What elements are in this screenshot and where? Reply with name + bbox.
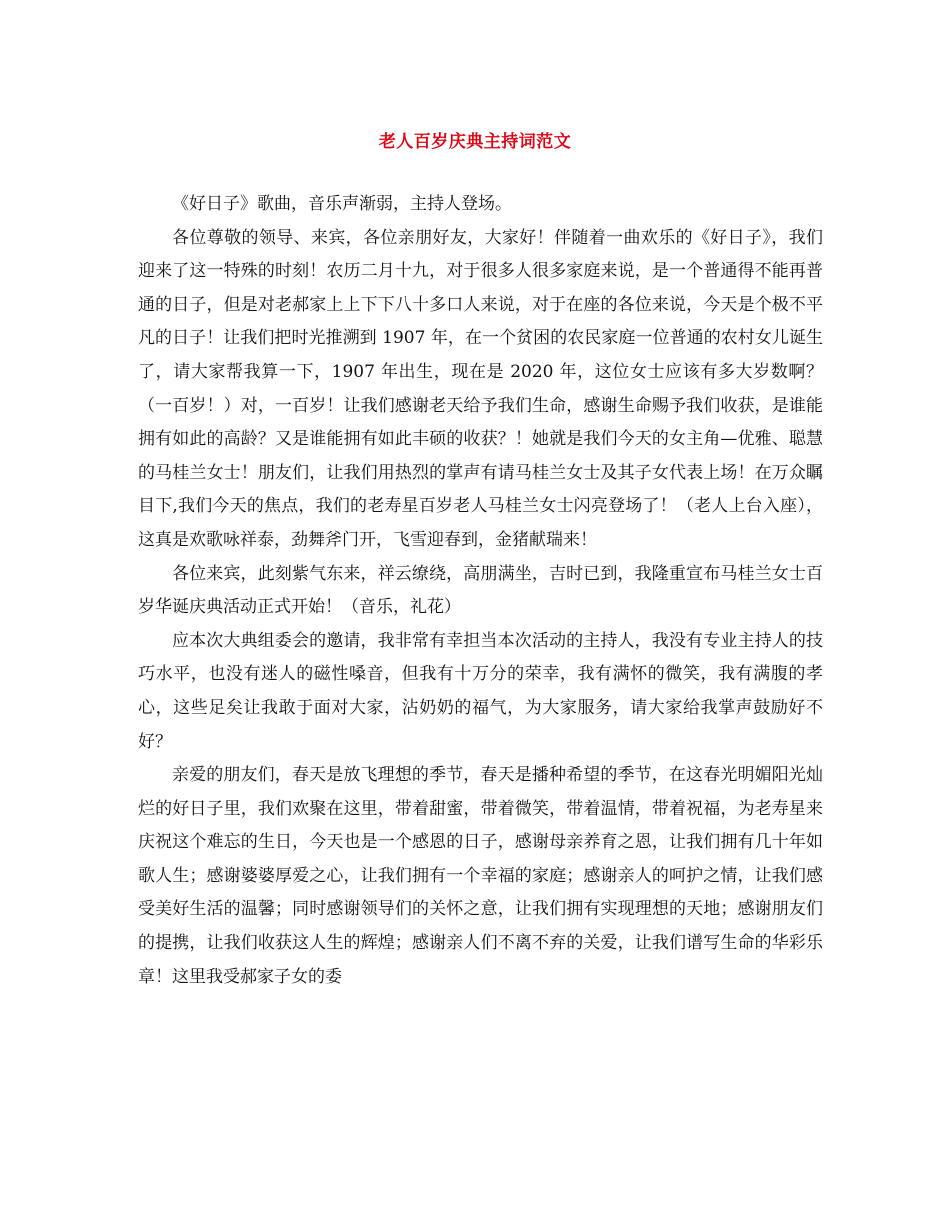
paragraph: 亲爱的朋友们，春天是放飞理想的季节，春天是播种希望的季节，在这春光明媚阳光灿烂的好日子里，我们欢聚在这里，带着甜蜜，带着微笑，带着温情，带着祝福，为老寿星来庆祝这个难忘的生日，今天也是一个感恩的日子，感谢母亲养育之恩，让我们拥有几十年如歌人生；感谢婆婆厚爱之心，让我们拥有一个幸福的家庭；感谢亲人的呵护之情，让我们感受美好生活的温馨；同时感谢领导们的关怀之意，让我们拥有实现理想的天地；感谢朋友们的提携，让我们收获这人生的辉煌；感谢亲人们不离不弃的关爱，让我们谱写生命的华彩乐章！这里我受郝家子女的委: [138, 765, 823, 987]
paragraph: 各位来宾，此刻紫气东来，祥云缭绕，高朋满坐，吉时已到，我隆重宣布马桂兰女士百岁华诞庆典活动正式开始！（音乐，礼花）: [138, 563, 823, 618]
document-body: [138, 188, 823, 994]
paragraph: 应本次大典组委会的邀请，我非常有幸担当本次活动的主持人，我没有专业主持人的技巧水平，也没有迷人的磁性嗓音，但我有十万分的荣幸，我有满怀的微笑，我有满腹的孝心，这些足矣让我敢于面对大家，沾奶奶的福气，为大家服务，请大家给我掌声鼓励好不好？: [138, 630, 823, 752]
paragraph: 各位尊敬的领导、来宾，各位亲朋好友，大家好！伴随着一曲欢乐的《好日子》，我们迎来了这一特殊的时刻！农历二月十九，对于很多人很多家庭来说，是一个普通得不能再普通的日子，但是对老郝家上上下下八十多口人来说，对于在座的各位来说，今天是个极不平凡的日子！让我们把时光推溯到 1907 年，在一个贫困的农民家庭一位普通的农村女儿诞生了，请大家帮我算一下，1907 年出生，现在是 2020 年，这位女士应该有多大岁数啊？（一百岁！）对，一百岁！让我们感谢老天给予我们生命，感谢生命赐予我们收获，是谁能拥有如此的高龄？又是谁能拥有如此丰硕的收获？！她就是我们今天的女主角—优雅、聪慧的马桂兰女士！朋友们，让我们用热烈的掌声有请马桂兰女士及其子女代表上场！在万众瞩目下,我们今天的焦点，我们的老寿星百岁老人马桂兰女士闪亮登场了！（老人上台入座），这真是欢歌咏祥泰，劲舞斧门开，飞雪迎春到，金猪献瑞来！: [138, 227, 823, 550]
paragraph: 《好日子》歌曲，音乐声渐弱，主持人登场。: [172, 194, 512, 214]
document-title: 老人百岁庆典主持词范文: [378, 132, 572, 152]
